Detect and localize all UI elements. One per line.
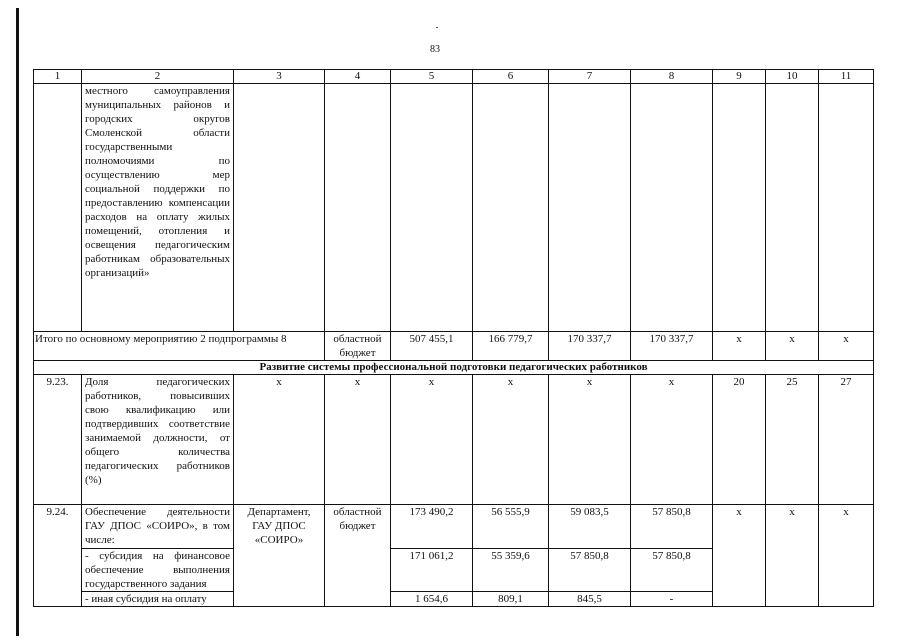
- row-number: 9.23.: [34, 375, 82, 505]
- value-cell: 170 337,7: [631, 332, 713, 361]
- value-cell: 166 779,7: [473, 332, 549, 361]
- value-cell: х: [766, 505, 819, 607]
- indicator-description: Доля педагогических работников, повысивших свою квалификацию или подтвердивших соответствие занимаемой должности, от общего количества педагогических работников (%): [82, 375, 234, 505]
- header-cell: 9: [713, 70, 766, 84]
- value-cell: 27: [819, 375, 874, 505]
- value-cell: 170 337,7: [549, 332, 631, 361]
- value-cell: х: [549, 375, 631, 505]
- value-cell: х: [819, 332, 874, 361]
- scan-mark: [436, 27, 438, 28]
- measure-description: местного самоуправления муниципальных районов и городских округов Смоленской области государственными полномочиями по осуществлению мер социальной поддержки по предоставлению компенсации расходов на оплату жилых помещений, отопления и освещения педагогическим работникам образовательных организаций»: [82, 84, 234, 332]
- value-cell: 56 555,9: [473, 505, 549, 549]
- value-cell: х: [766, 332, 819, 361]
- value-cell: 809,1: [473, 592, 549, 607]
- header-row: [34, 70, 874, 84]
- funding-source: областной бюджет: [325, 505, 391, 607]
- measure-description: Обеспечение деятельности ГАУ ДПОС «СОИРО», в том числе:: [82, 505, 234, 549]
- measure-description: - субсидия на финансовое обеспечение выполнения государственного задания: [82, 549, 234, 592]
- section-title: Развитие системы профессиональной подготовки педагогических работников: [34, 361, 874, 375]
- value-cell: х: [325, 375, 391, 505]
- value-cell: 1 654,6: [391, 592, 473, 607]
- header-cell: 5: [391, 70, 473, 84]
- value-cell: 57 850,8: [631, 505, 713, 549]
- header-cell: 3: [234, 70, 325, 84]
- header-cell: 4: [325, 70, 391, 84]
- table-row-continuation: [34, 84, 874, 332]
- value-cell: х: [713, 505, 766, 607]
- value-cell: 173 490,2: [391, 505, 473, 549]
- funding-source: областной бюджет: [325, 332, 391, 361]
- header-cell: 2: [82, 70, 234, 84]
- executor: Департамент, ГАУ ДПОС «СОИРО»: [234, 505, 325, 607]
- value-cell: 57 850,8: [549, 549, 631, 592]
- value-cell: 25: [766, 375, 819, 505]
- value-cell: 171 061,2: [391, 549, 473, 592]
- value-cell: 57 850,8: [631, 549, 713, 592]
- table-row-9-23: [34, 375, 874, 505]
- row-number: 9.24.: [34, 505, 82, 607]
- page-margin-line: [16, 8, 19, 636]
- header-cell: 7: [549, 70, 631, 84]
- value-cell: х: [473, 375, 549, 505]
- page-number: 83: [430, 44, 440, 55]
- header-cell: 6: [473, 70, 549, 84]
- value-cell: х: [819, 505, 874, 607]
- value-cell: 20: [713, 375, 766, 505]
- table-row-total: [34, 332, 874, 361]
- header-cell: 8: [631, 70, 713, 84]
- measure-description: - иная субсидия на оплату: [82, 592, 234, 607]
- budget-table: [33, 69, 874, 607]
- value-cell: 845,5: [549, 592, 631, 607]
- value-cell: -: [631, 592, 713, 607]
- table-row-9-24: [34, 505, 874, 549]
- value-cell: 55 359,6: [473, 549, 549, 592]
- value-cell: 59 083,5: [549, 505, 631, 549]
- total-label: Итого по основному мероприятию 2 подпрограммы 8: [34, 332, 325, 361]
- header-cell: 10: [766, 70, 819, 84]
- value-cell: х: [391, 375, 473, 505]
- value-cell: 507 455,1: [391, 332, 473, 361]
- value-cell: х: [713, 332, 766, 361]
- header-cell: 11: [819, 70, 874, 84]
- value-cell: х: [234, 375, 325, 505]
- header-cell: 1: [34, 70, 82, 84]
- value-cell: х: [631, 375, 713, 505]
- section-header-row: [34, 361, 874, 375]
